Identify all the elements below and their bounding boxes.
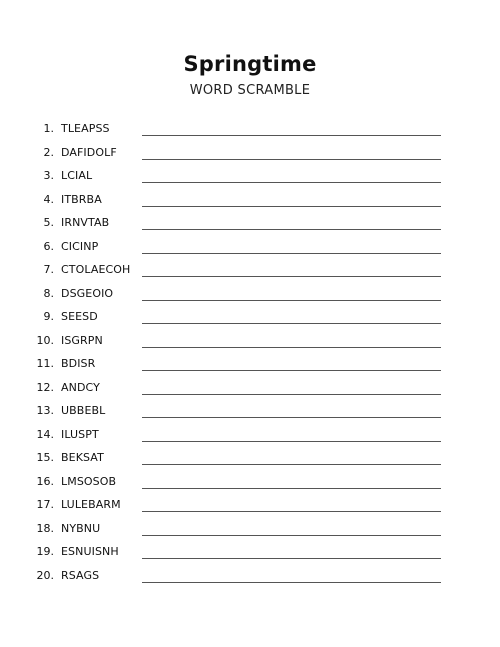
list-item: [0, 401, 500, 425]
scrambled-word: BDISR: [61, 357, 96, 370]
item-number: 7.: [43, 263, 54, 276]
word-scramble-list: [0, 119, 500, 589]
scrambled-word: IRNVTAB: [61, 216, 110, 229]
item-number: 4.: [43, 192, 54, 206]
list-item: [0, 519, 500, 543]
item-number: 5.: [43, 216, 54, 229]
list-item: [0, 260, 500, 284]
scrambled-word: UBBEBL: [61, 404, 106, 417]
scrambled-word: ESNUISNH: [61, 545, 119, 558]
answer-line[interactable]: [142, 582, 441, 583]
answer-line[interactable]: [142, 464, 441, 465]
answer-line[interactable]: [142, 370, 441, 371]
item-number: 15.: [36, 451, 54, 464]
answer-line[interactable]: [142, 417, 441, 418]
scrambled-word: CICINP: [61, 239, 99, 253]
answer-line[interactable]: [142, 229, 441, 230]
scrambled-word: LMSOSOB: [61, 474, 117, 488]
item-number: 11.: [36, 357, 54, 370]
scrambled-word: ISGRPN: [61, 333, 103, 347]
answer-line[interactable]: [142, 558, 441, 559]
answer-line[interactable]: [142, 159, 441, 160]
answer-line[interactable]: [142, 206, 441, 207]
answer-line[interactable]: [142, 300, 441, 301]
scrambled-word: DAFIDOLF: [61, 145, 117, 159]
scrambled-word: BEKSAT: [61, 451, 104, 464]
item-number: 2.: [43, 145, 54, 159]
list-item: [0, 237, 500, 261]
answer-line[interactable]: [142, 488, 441, 489]
answer-line[interactable]: [142, 535, 441, 536]
scrambled-word: NYBNU: [61, 521, 101, 535]
list-item: [0, 213, 500, 237]
list-item: [0, 448, 500, 472]
item-number: 17.: [36, 498, 54, 511]
list-item: [0, 566, 500, 590]
page-subtitle: WORD SCRAMBLE: [189, 83, 311, 98]
list-item: [0, 495, 500, 519]
list-item: [0, 307, 500, 331]
list-item: [0, 378, 500, 402]
list-item: [0, 425, 500, 449]
scrambled-word: SEESD: [61, 310, 98, 323]
scrambled-word: ITBRBA: [61, 192, 102, 206]
list-item: [0, 190, 500, 214]
list-item: [0, 166, 500, 190]
item-number: 16.: [36, 474, 54, 488]
item-number: 19.: [36, 545, 54, 558]
list-item: [0, 331, 500, 355]
list-item: [0, 354, 500, 378]
answer-line[interactable]: [142, 441, 441, 442]
list-item: [0, 284, 500, 308]
scrambled-word: RSAGS: [61, 568, 100, 582]
answer-line[interactable]: [142, 135, 441, 136]
answer-line[interactable]: [142, 276, 441, 277]
item-number: 9.: [43, 310, 54, 323]
scrambled-word: LULEBARM: [61, 498, 121, 511]
list-item: [0, 472, 500, 496]
list-item: [0, 119, 500, 143]
scrambled-word: ILUSPT: [61, 427, 99, 441]
scrambled-word: LCIAL: [61, 169, 93, 182]
item-number: 8.: [43, 286, 54, 300]
answer-line[interactable]: [142, 347, 441, 348]
item-number: 20.: [36, 568, 54, 582]
scrambled-word: CTOLAECOH: [61, 263, 131, 276]
answer-line[interactable]: [142, 182, 441, 183]
page-title: Springtime: [183, 52, 317, 76]
scrambled-word: DSGEOIO: [61, 286, 114, 300]
item-number: 10.: [36, 333, 54, 347]
list-item: [0, 542, 500, 566]
answer-line[interactable]: [142, 253, 441, 254]
item-number: 18.: [36, 521, 54, 535]
item-number: 1.: [43, 122, 54, 135]
answer-line[interactable]: [142, 394, 441, 395]
list-item: [0, 143, 500, 167]
item-number: 13.: [36, 404, 54, 417]
item-number: 3.: [43, 169, 54, 182]
answer-line[interactable]: [142, 511, 441, 512]
item-number: 14.: [36, 427, 54, 441]
scrambled-word: ANDCY: [61, 380, 100, 394]
answer-line[interactable]: [142, 323, 441, 324]
item-number: 6.: [43, 239, 54, 253]
item-number: 12.: [36, 380, 54, 394]
scrambled-word: TLEAPSS: [61, 122, 110, 135]
